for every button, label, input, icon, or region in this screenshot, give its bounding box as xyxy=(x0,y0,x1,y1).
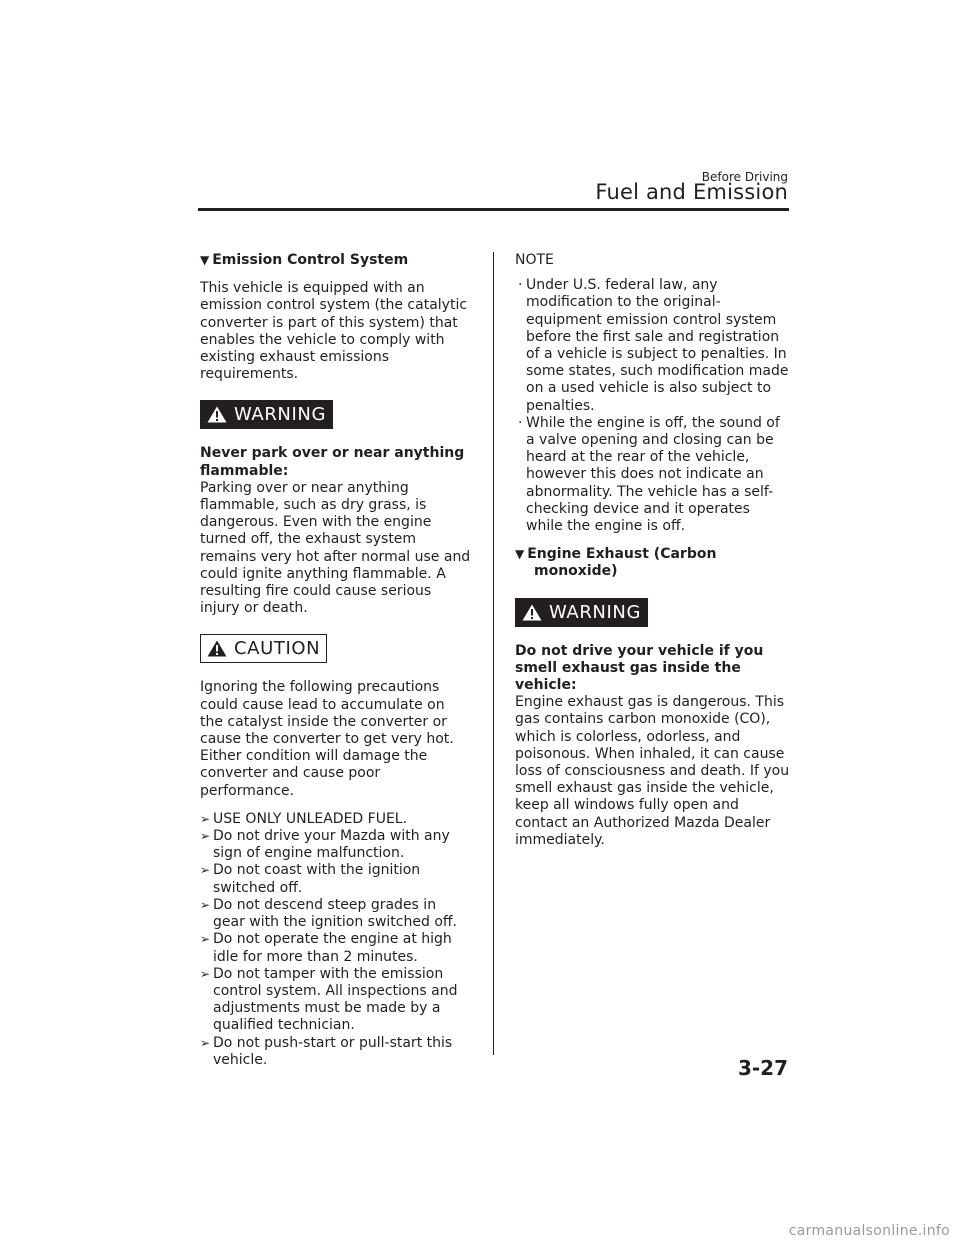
section-heading-text: Engine Exhaust (Carbon monoxide) xyxy=(527,546,717,580)
caution-label: CAUTION xyxy=(234,638,321,660)
list-item: ➢ Do not coast with the ignition switched off. xyxy=(200,862,421,896)
right-column xyxy=(515,252,790,860)
section-heading-text: Emission Control System xyxy=(212,252,409,268)
list-item: ➢ Do not operate the engine at high idle for more than 2 minutes. xyxy=(200,931,452,965)
list-item: ➢ Do not push-start or pull-start this vehicle. xyxy=(200,1034,453,1068)
arrow-bullet-icon: ➢ xyxy=(200,966,211,981)
warning-badge xyxy=(515,598,648,627)
column-divider xyxy=(493,252,494,1055)
left-column xyxy=(200,252,472,1080)
list-item: ➢ Do not descend steep grades in gear with the ignition switched off. xyxy=(200,896,457,931)
triangle-marker-icon: ▼ xyxy=(200,253,210,267)
list-item: · While the engine is off, the sound of a valve opening and closing can be heard at the rear of the vehicle, however this does not indicate an abnormality. The vehicle has a self-checking device and it operates while the engine is off. xyxy=(518,414,780,535)
running-header-section: Before Driving xyxy=(701,170,788,184)
list-item: ➢ Do not tamper with the emission control system. All inspections and adjustments must be made by a qualified technician. xyxy=(200,965,458,1034)
arrow-bullet-icon: ➢ xyxy=(200,1035,211,1050)
watermark: carmanualsonline.info xyxy=(788,1223,950,1239)
section-heading-engine-exhaust xyxy=(515,546,790,580)
caution-badge xyxy=(200,634,327,663)
caution-triangle-icon xyxy=(207,640,227,657)
running-header-title: Fuel and Emission xyxy=(595,180,788,204)
caution-body: Ignoring the following precautions could cause lead to accumulate on the catalyst inside the converter or cause the converter to get very hot. Either condition will damage the converter and cause poor performance. xyxy=(200,679,454,799)
note-label: NOTE xyxy=(515,252,554,268)
list-item: ➢ USE ONLY UNLEADED FUEL. xyxy=(200,810,408,827)
caution-list xyxy=(200,811,472,1069)
list-item: · Under U.S. federal law, any modification to the original-equipment emission control system before the first sale and registration of a vehicle is subject to penalties. In some states, such modification made on a used vehicle is also subject to penalties. xyxy=(518,277,789,414)
section-heading-emission-control xyxy=(200,252,472,269)
warning-body: Parking over or near anything flammable, such as dry grass, is dangerous. Even with the engine turned off, the exhaust system remains very hot after normal use and could ignite anything flammable. A resulting fire could cause serious injury or death. xyxy=(200,479,471,617)
warning-triangle-icon xyxy=(207,406,227,423)
arrow-bullet-icon: ➢ xyxy=(200,829,211,844)
dot-bullet-icon: · xyxy=(518,414,523,431)
warning-badge xyxy=(200,400,333,429)
warning-label: WARNING xyxy=(234,404,327,426)
warning-title: Never park over or near anything flammable: xyxy=(200,445,465,479)
arrow-bullet-icon: ➢ xyxy=(200,897,211,912)
intro-paragraph: This vehicle is equipped with an emission control system (the catalytic converter is part of this system) that enables the vehicle to comply with existing exhaust emissions requirements. xyxy=(200,280,468,383)
page-number: 3-27 xyxy=(737,1056,788,1080)
arrow-bullet-icon: ➢ xyxy=(200,932,211,947)
triangle-marker-icon: ▼ xyxy=(515,547,525,562)
dot-bullet-icon: · xyxy=(518,277,523,294)
warning-triangle-icon xyxy=(522,604,542,621)
arrow-bullet-icon: ➢ xyxy=(200,863,211,878)
note-list xyxy=(515,277,790,535)
warning-title: Do not drive your vehicle if you smell exhaust gas inside the vehicle: xyxy=(515,642,764,694)
warning-body: Engine exhaust gas is dangerous. This gas contains carbon monoxide (CO), which is colorless, odorless, and poisonous. When inhaled, it can cause loss of consciousness and death. If you smell exhaust gas inside the vehicle, keep all windows fully open and contact an Authorized Mazda Dealer immediately. xyxy=(515,694,790,848)
list-item: ➢ Do not drive your Mazda with any sign of engine malfunction. xyxy=(200,828,450,862)
header-rule xyxy=(198,208,789,211)
warning-label: WARNING xyxy=(549,601,642,623)
arrow-bullet-icon: ➢ xyxy=(200,811,211,826)
